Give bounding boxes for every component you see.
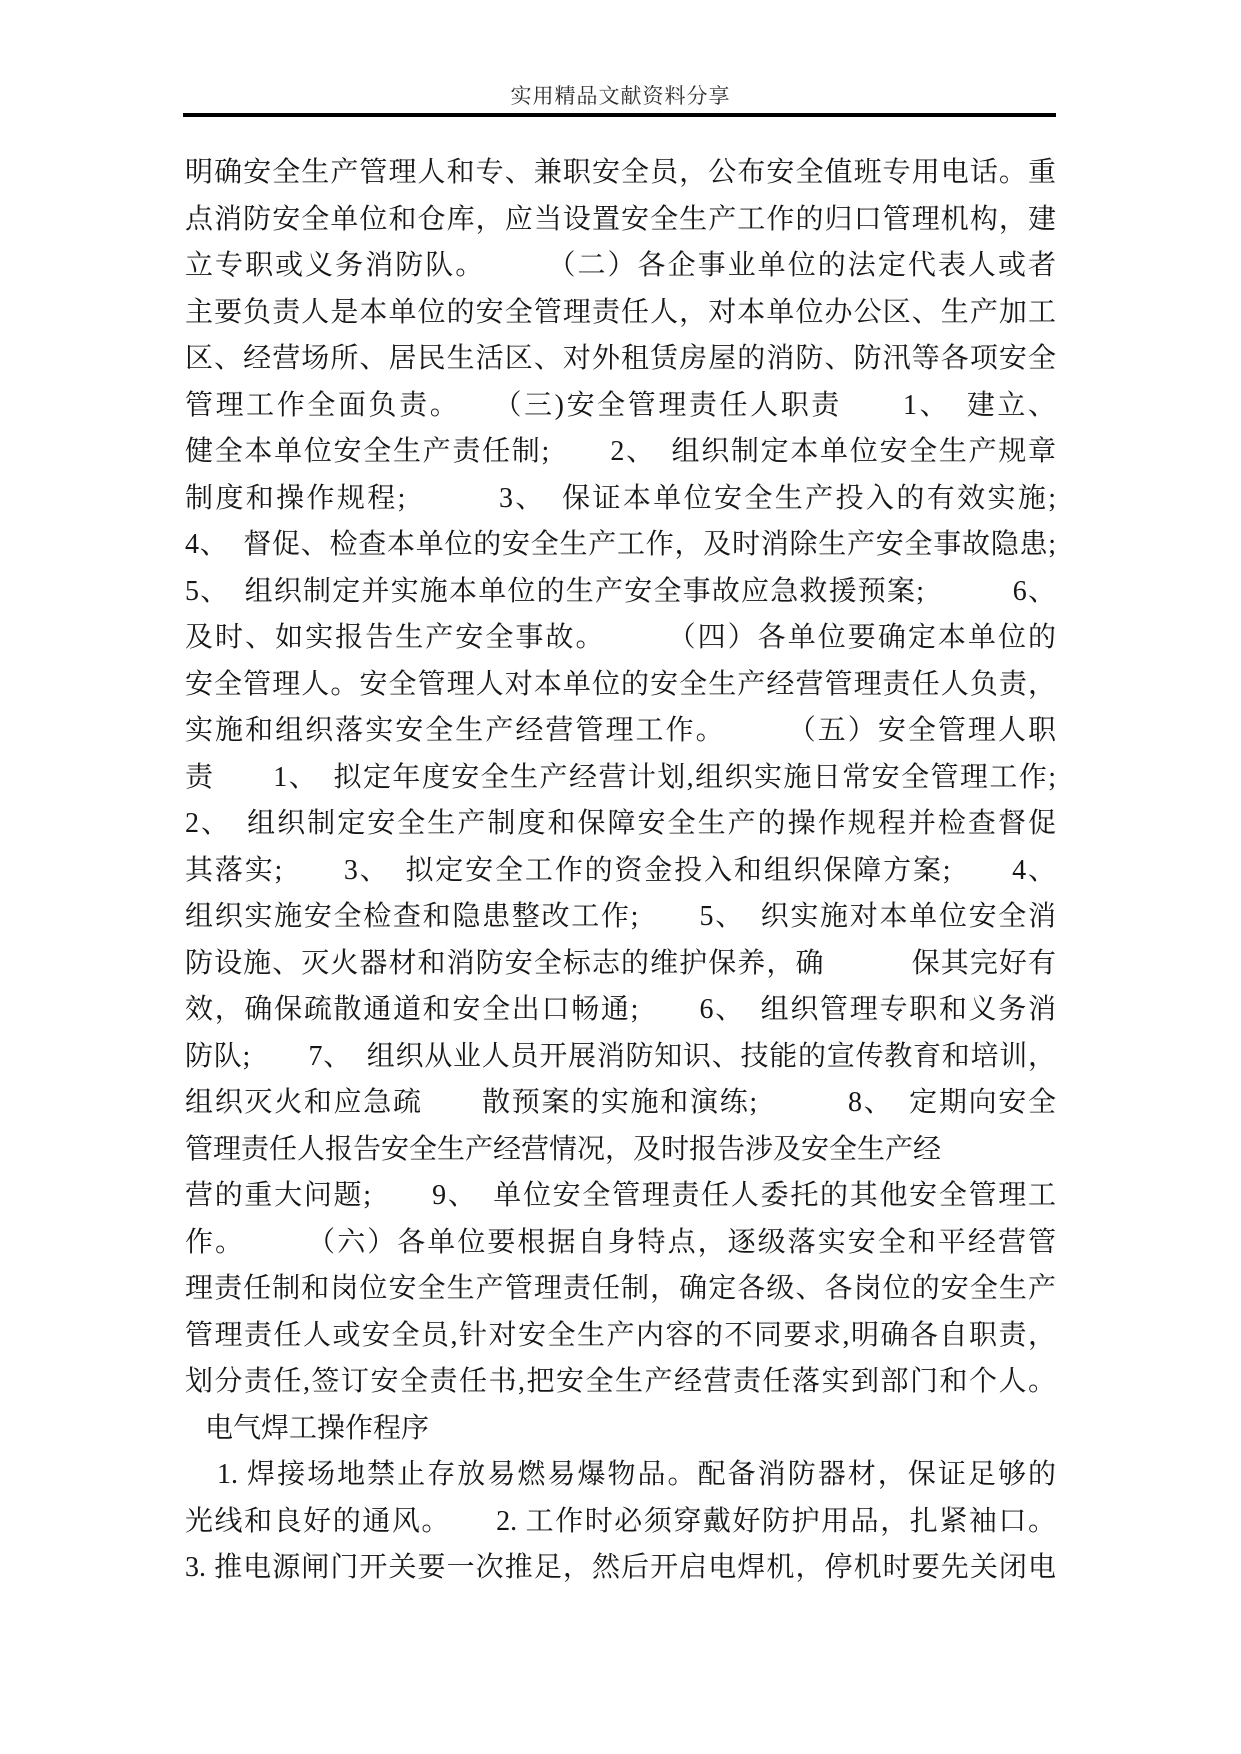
text-line: 1. 焊接场地禁止存放易燃易爆物品。配备消防器材，保证足够的 [217, 1459, 1056, 1490]
text-line: 明确安全生产管理人和专、兼职安全员，公布安全值班专用电话。重 [185, 157, 1056, 188]
text-line: 效，确保疏散通道和安全出口畅通; 6、 组织管理专职和义务消 [185, 994, 1056, 1025]
page-header-title: 实用精品文献资料分享 [510, 84, 731, 108]
text-line: 作。 （六）各单位要根据自身特点，逐级落实安全和平经营管 [185, 1226, 1056, 1258]
text-line: 管理责任人或安全员,针对安全生产内容的不同要求,明确各自职责， [185, 1319, 1056, 1351]
text-line: 划分责任,签订安全责任书,把安全生产经营责任落实到部门和个人。 [185, 1366, 1056, 1397]
text-line: 4、 督促、检查本单位的安全生产工作，及时消除生产安全事故隐患; [185, 529, 1056, 560]
text-line: 管理工作全面负责。 （三)安全管理责任人职责 1、 建立、 [185, 389, 1056, 421]
header-divider-rule [183, 113, 1056, 117]
text-line: 电气焊工操作程序 [205, 1412, 430, 1444]
text-line: 2、 组织制定安全生产制度和保障安全生产的操作规程并检查督促 [185, 808, 1056, 839]
text-line: 其落实; 3、 拟定安全工作的资金投入和组织保障方案; 4、 [185, 854, 1056, 886]
document-body [185, 150, 1056, 1592]
text-line: 点消防安全单位和仓库，应当设置安全生产工作的归口管理机构，建 [185, 203, 1056, 235]
text-line: 区、经营场所、居民生活区、对外租赁房屋的消防、防汛等各项安全 [185, 343, 1056, 374]
text-line: 健全本单位安全生产责任制; 2、 组织制定本单位安全生产规章 [185, 436, 1056, 467]
text-line: 主要负责人是本单位的安全管理责任人，对本单位办公区、生产加工 [185, 296, 1056, 328]
text-line: 制度和操作规程; 3、 保证本单位安全生产投入的有效实施; [185, 482, 1056, 514]
text-line: 3. 推电源闸门开关要一次推足，然后开启电焊机，停机时要先关闭电 [185, 1552, 1056, 1583]
text-line: 营的重大问题; 9、 单位安全管理责任人委托的其他安全管理工 [185, 1180, 1056, 1211]
text-line: 立专职或义务消防队。 （二）各企事业单位的法定代表人或者 [185, 250, 1056, 281]
text-line: 实施和组织落实安全生产经营管理工作。 （五）安全管理人职 [185, 715, 1056, 746]
text-line: 责 1、 拟定年度安全生产经营计划,组织实施日常安全管理工作; [185, 761, 1056, 793]
text-line: 5、 组织制定并实施本单位的生产安全事故应急救援预案; 6、 [185, 575, 1056, 607]
text-line: 管理责任人报告安全生产经营情况，及时报告涉及安全生产经 [185, 1133, 942, 1165]
text-line: 及时、如实报告生产安全事故。 （四）各单位要确定本单位的 [185, 622, 1056, 653]
text-line: 防设施、灭火器材和消防安全标志的维护保养，确 保其完好有 [185, 947, 1056, 979]
text-line: 组织灭火和应急疏 散预案的实施和演练; 8、 定期向安全 [185, 1087, 1056, 1118]
text-line: 安全管理人。安全管理人对本单位的安全生产经营管理责任人负责， [185, 668, 1056, 700]
text-line: 理责任制和岗位安全生产管理责任制，确定各级、各岗位的安全生产 [185, 1273, 1056, 1304]
text-line: 光线和良好的通风。 2. 工作时必须穿戴好防护用品，扎紧袖口。 [185, 1505, 1056, 1537]
text-line: 防队; 7、 组织从业人员开展消防知识、技能的宣传教育和培训， [185, 1040, 1056, 1072]
text-line: 组织实施安全检查和隐患整改工作; 5、 织实施对本单位安全消 [185, 901, 1056, 932]
